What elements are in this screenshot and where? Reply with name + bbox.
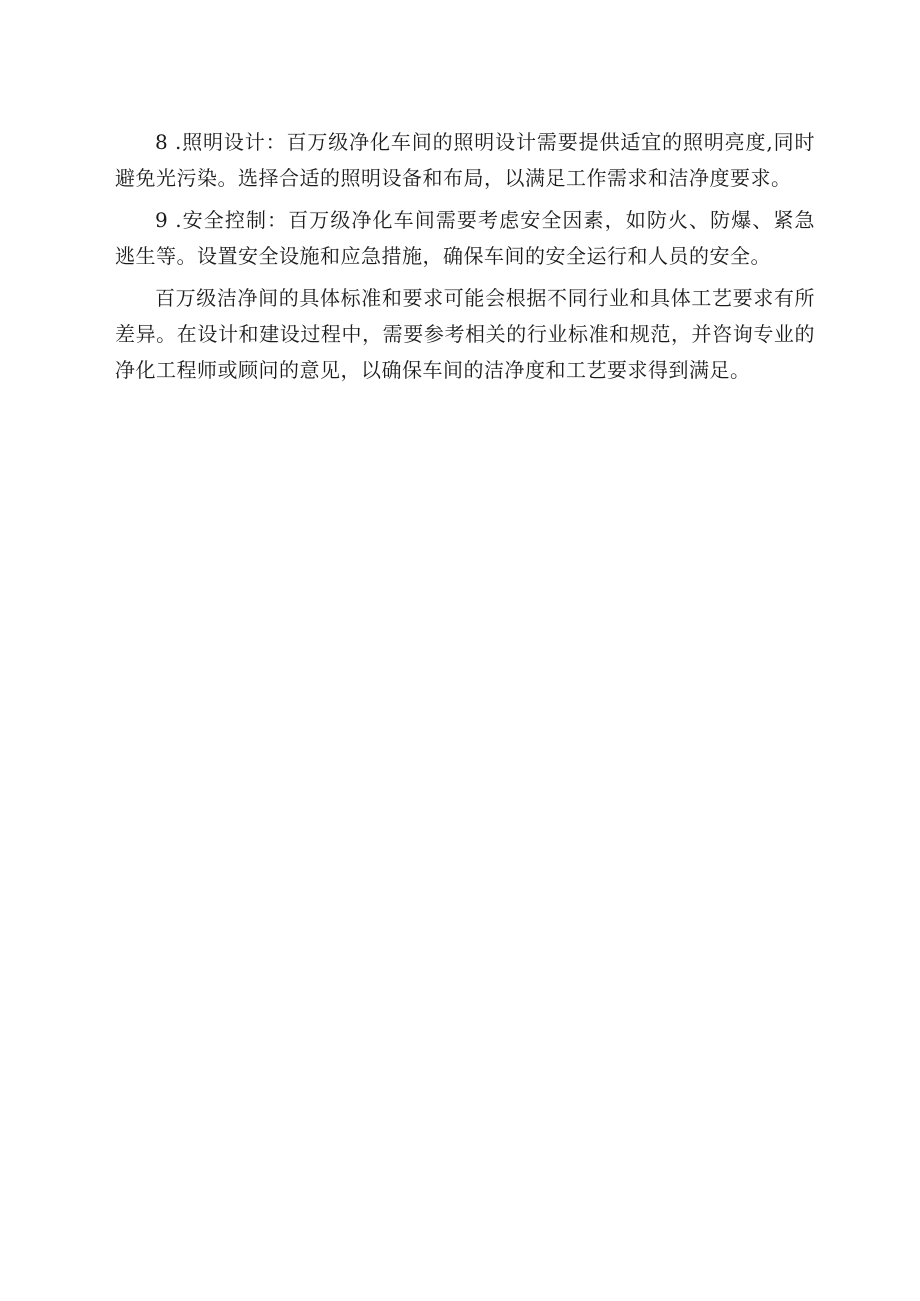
paragraph-text: .安全控制：百万级净化车间需要考虑安全因素，如防火、防爆、紧急逃生等。设置安全设施和应急措施，确保车间的安全运行和人员的安全。 (115, 208, 816, 268)
paragraph-conclusion (115, 280, 815, 388)
paragraph-safety-control (115, 202, 815, 274)
paragraph-lighting-design (115, 124, 815, 196)
paragraph-number: 9 (155, 208, 168, 232)
paragraph-text: 百万级洁净间的具体标准和要求可能会根据不同行业和具体工艺要求有所差异。在设计和建设过程中，需要参考相关的行业标准和规范，并咨询专业的净化工程师或顾问的意见，以确保车间的洁净度和工艺要求得到满足。 (115, 286, 815, 382)
paragraph-number: 8 (155, 130, 168, 154)
paragraph-text: .照明设计：百万级净化车间的照明设计需要提供适宜的照明亮度,同时避免光污染。选择合适的照明设备和布局，以满足工作需求和洁净度要求。 (115, 130, 816, 190)
document-body (115, 124, 815, 394)
